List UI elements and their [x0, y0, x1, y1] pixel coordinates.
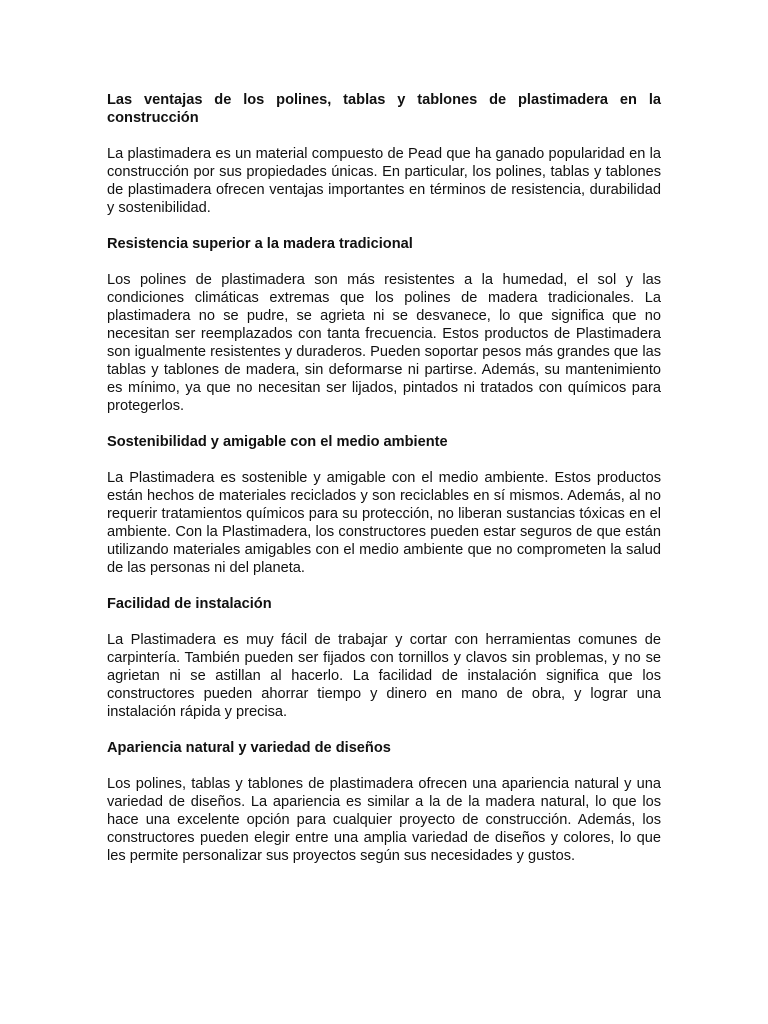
section-heading-resistencia: Resistencia superior a la madera tradicional	[107, 236, 413, 252]
section-heading-instalacion: Facilidad de instalación	[107, 596, 272, 612]
section-heading-sostenibilidad: Sostenibilidad y amigable con el medio ambiente	[107, 434, 448, 450]
intro-paragraph: La plastimadera es un material compuesto de Pead que ha ganado popularidad en la construcción por sus propiedades únicas. En particular, los polines, tablas y tablones de plastimadera ofrecen ventajas importantes en términos de resistencia, durabilidad y sostenibilidad.	[107, 146, 661, 216]
section-body-instalacion: La Plastimadera es muy fácil de trabajar y cortar con herramientas comunes de carpintería. También pueden ser fijados con tornillos y clavos sin problemas, y no se agrietan ni se astillan al hacerlo. La facilidad de instalación significa que los constructores pueden ahorrar tiempo y dinero en mano de obra, y lograr una instalación rápida y precisa.	[107, 632, 661, 720]
section-body-apariencia: Los polines, tablas y tablones de plastimadera ofrecen una apariencia natural y una variedad de diseños. La apariencia es similar a la de la madera natural, lo que los hace una excelente opción para cualquier proyecto de construcción. Además, los constructores pueden elegir entre una amplia variedad de diseños y colores, lo que les permite personalizar sus proyectos según sus necesidades y gustos.	[107, 776, 661, 864]
section-body-sostenibilidad: La Plastimadera es sostenible y amigable con el medio ambiente. Estos productos están hechos de materiales reciclados y son reciclables en sí mismos. Además, al no requerir tratamientos químicos para su protección, no liberan sustancias tóxicas en el ambiente. Con la Plastimadera, los constructores pueden estar seguros de que están utilizando materiales amigables con el medio ambiente que no comprometen la salud de las personas ni del planeta.	[107, 470, 661, 576]
section-body-resistencia: Los polines de plastimadera son más resistentes a la humedad, el sol y las condiciones climáticas extremas que los polines de madera tradicionales. La plastimadera no se pudre, se agrieta ni se desvanece, lo que significa que no necesitan ser reemplazados con tanta frecuencia. Estos productos de Plastimadera son igualmente resistentes y duraderos. Pueden soportar pesos más grandes que las tablas y tablones de madera, sin deformarse ni partirse. Además, su mantenimiento es mínimo, ya que no necesitan ser lijados, pintados ni tratados con químicos para protegerlos.	[107, 272, 661, 414]
section-heading-apariencia: Apariencia natural y variedad de diseños	[107, 740, 391, 756]
document-body	[107, 91, 661, 883]
document-title: Las ventajas de los polines, tablas y tablones de plastimadera en la construcción	[107, 92, 661, 126]
